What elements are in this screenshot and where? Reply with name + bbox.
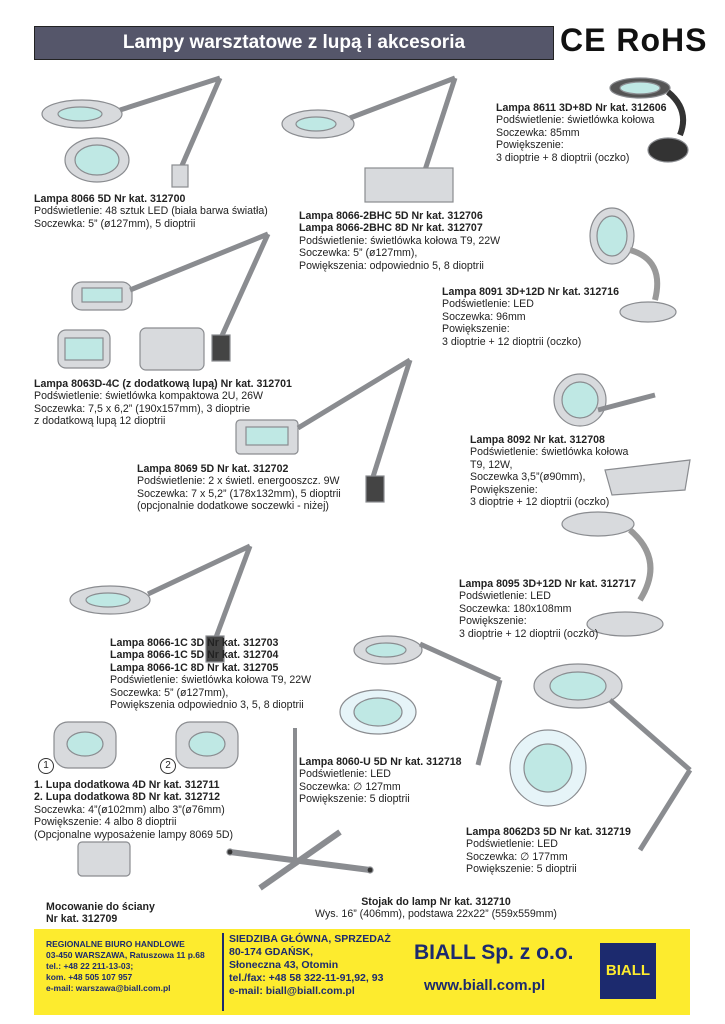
product-spec: Podświetlenie: świetlówka kołowa xyxy=(470,446,629,459)
hq-line: tel./fax: +48 58 322-11-91,92, 93 xyxy=(229,972,384,984)
product-8060-u xyxy=(299,756,462,806)
product-spec: Podświetlenie: świetlówka kompaktowa 2U, 26W xyxy=(34,390,264,403)
product-spec: Podświetlenie: LED xyxy=(459,590,551,603)
product-title: Lampa 8060-U 5D Nr kat. 312718 xyxy=(299,756,462,768)
product-spec: Podświetlenie: 48 sztuk LED (biała barwa światła) xyxy=(34,205,268,218)
website-link[interactable]: www.biall.com.pl xyxy=(424,977,546,994)
product-spec: 3 dioptrie + 12 dioptrii (oczko) xyxy=(470,496,610,509)
product-spec: Powiększenie: 5 dioptrii xyxy=(466,863,577,876)
hq-line: 80-174 GDAŃSK, xyxy=(229,946,314,958)
product-title: Lampa 8091 3D+12D Nr kat. 312716 xyxy=(442,286,619,298)
product-spec: Powiększenia odpowiednio 3, 5, 8 dioptrii xyxy=(110,699,304,712)
product-spec: Soczewka: 7 x 5,2” (178x132mm), 5 dioptrii xyxy=(137,487,341,500)
product-spec: Soczewka: 5” (ø127mm), xyxy=(299,247,418,260)
product-spec: Powiększenie: xyxy=(459,615,527,628)
product-spec: (Opcjonalne wyposażenie lampy 8069 5D) xyxy=(34,828,234,841)
product-wall-mount xyxy=(46,901,155,926)
lamp-8066-image xyxy=(42,78,220,187)
office-line: e-mail: warszawa@biall.com.pl xyxy=(46,983,171,993)
product-spec: Wys. 16” (406mm), podstawa 22x22” (559x559mm) xyxy=(315,908,557,921)
product-title: Lampa 8611 3D+8D Nr kat. 312606 xyxy=(496,102,667,114)
product-title: Lampa 8069 5D Nr kat. 312702 xyxy=(137,463,289,475)
product-title: Lampa 8066-2BHC 8D Nr kat. 312707 xyxy=(299,222,483,235)
product-8063d-4c xyxy=(34,378,292,428)
product-spec: Podświetlenie: świetlówka kołowa T9, 22W xyxy=(299,234,501,247)
product-spec: Soczewka: 7,5 x 6,2” (190x157mm), 3 dioptrie xyxy=(34,402,251,415)
company-name: BIALL Sp. z o.o. xyxy=(414,941,574,964)
product-spec: Soczewka: 5” (ø127mm), xyxy=(110,686,229,699)
product-spec: Soczewka: 180x108mm xyxy=(459,602,572,615)
product-title: Lampa 8066 5D Nr kat. 312700 xyxy=(34,193,186,205)
product-spec: Soczewka: ∅ 177mm xyxy=(466,850,568,863)
product-spec: Powiększenie: xyxy=(496,139,564,152)
lamp-8063d-image xyxy=(58,234,268,370)
product-spec: z dodatkową lupą 12 dioptrii xyxy=(34,415,166,428)
office-line: tel.: +48 22 211-13-03; xyxy=(46,961,134,971)
product-8069-5d xyxy=(137,463,341,513)
product-extra-lenses xyxy=(34,779,233,841)
product-spec: 3 dioptrie + 12 dioptrii (oczko) xyxy=(459,627,599,640)
lamp-8062d3-image xyxy=(510,664,690,850)
marker-2: 2 xyxy=(160,758,176,774)
product-spec: Podświetlenie: świetlówka kołowa T9, 22W xyxy=(110,674,312,687)
product-spec: Powiększenie: 4 albo 8 dioptrii xyxy=(34,816,177,829)
biall-logo: BIALL xyxy=(600,943,656,999)
product-title: Lampa 8066-2BHC 5D Nr kat. 312706 xyxy=(299,210,483,222)
hq-heading: SIEDZIBA GŁÓWNA, SPRZEDAŻ xyxy=(229,933,391,945)
hq-line: e-mail: biall@biall.com.pl xyxy=(229,985,355,997)
product-spec: Soczewka: 85mm xyxy=(496,126,580,139)
product-8095 xyxy=(459,578,636,640)
product-8066-5d xyxy=(34,193,268,230)
product-title: Lampa 8066-1C 8D Nr kat. 312705 xyxy=(110,661,279,674)
page-title: Lampy warsztatowe z lupą i akcesoria xyxy=(34,26,554,60)
product-spec: Podświetlenie: LED xyxy=(466,838,558,851)
product-title: Lampa 8095 3D+12D Nr kat. 312717 xyxy=(459,578,636,590)
product-8611 xyxy=(496,102,667,164)
product-spec: Powiększenie: xyxy=(442,323,510,336)
hq-line: Słoneczna 43, Otomin xyxy=(229,959,339,971)
product-spec: Podświetlenie: LED xyxy=(299,768,391,781)
certification-marks: CE RoHS xyxy=(560,22,708,58)
office-line: kom. +48 505 107 957 xyxy=(46,972,133,982)
product-title: Mocowanie do ściany xyxy=(46,901,155,913)
product-spec: 3 dioptrie + 12 dioptrii (oczko) xyxy=(442,335,582,348)
product-title: Lampa 8092 Nr kat. 312708 xyxy=(470,434,605,446)
office-line: 03-450 WARSZAWA, Ratuszowa 11 p.68 xyxy=(46,950,205,960)
wall-mount-image xyxy=(78,842,130,876)
product-8066-1c xyxy=(110,637,311,711)
product-spec: 3 dioptrie + 8 dioptrii (oczko) xyxy=(496,151,630,164)
product-title: Lampa 8062D3 5D Nr kat. 312719 xyxy=(466,826,631,838)
floor-stand-image xyxy=(227,728,373,888)
office-heading: REGIONALNE BIURO HANDLOWE xyxy=(46,939,185,949)
product-title: Lampa 8066-1C 5D Nr kat. 312704 xyxy=(110,649,279,662)
product-spec: Powiększenia: odpowiednio 5, 8 dioptrii xyxy=(299,259,484,272)
product-title: Nr kat. 312709 xyxy=(46,913,118,926)
lamp-8066-2bhc-image xyxy=(282,78,455,202)
product-title: Stojak do lamp Nr kat. 312710 xyxy=(361,896,511,908)
product-floor-stand xyxy=(306,896,566,921)
product-title: Lampa 8063D-4C (z dodatkową lupą) Nr kat. 312701 xyxy=(34,378,292,390)
lamp-8060-u-image xyxy=(340,636,500,765)
product-spec: Powiększenie: xyxy=(470,483,538,496)
footer-divider xyxy=(222,933,224,1011)
product-spec: Soczewka: 5” (ø127mm), 5 dioptrii xyxy=(34,217,196,230)
product-8062d3 xyxy=(466,826,631,876)
product-title: 1. Lupa dodatkowa 4D Nr kat. 312711 xyxy=(34,779,220,791)
product-title: 2. Lupa dodatkowa 8D Nr kat. 312712 xyxy=(34,791,221,804)
marker-1: 1 xyxy=(38,758,54,774)
footer xyxy=(34,929,690,1015)
regional-office xyxy=(46,939,205,994)
product-spec: Soczewka: 96mm xyxy=(442,310,526,323)
product-spec: Soczewka 3,5”(ø90mm), xyxy=(470,471,586,484)
product-spec: Soczewka: ∅ 127mm xyxy=(299,780,401,793)
product-8091 xyxy=(442,286,619,348)
product-spec: T9, 12W, xyxy=(470,458,513,471)
product-spec: Podświetlenie: świetlówka kołowa xyxy=(496,114,655,127)
product-spec: (opcjonalnie dodatkowe soczewki - niżej) xyxy=(137,500,329,513)
product-spec: Powiększenie: 5 dioptrii xyxy=(299,793,410,806)
product-spec: Podświetlenie: 2 x świetl. energooszcz. 9W xyxy=(137,475,340,488)
product-8092 xyxy=(470,434,628,508)
product-title: Lampa 8066-1C 3D Nr kat. 312703 xyxy=(110,637,279,649)
product-8066-2bhc xyxy=(299,210,500,272)
extra-lenses-image xyxy=(54,722,238,768)
product-spec: Podświetlenie: LED xyxy=(442,298,534,311)
product-spec: Soczewka: 4”(ø102mm) albo 3”(ø76mm) xyxy=(34,803,225,816)
headquarters xyxy=(229,933,391,998)
